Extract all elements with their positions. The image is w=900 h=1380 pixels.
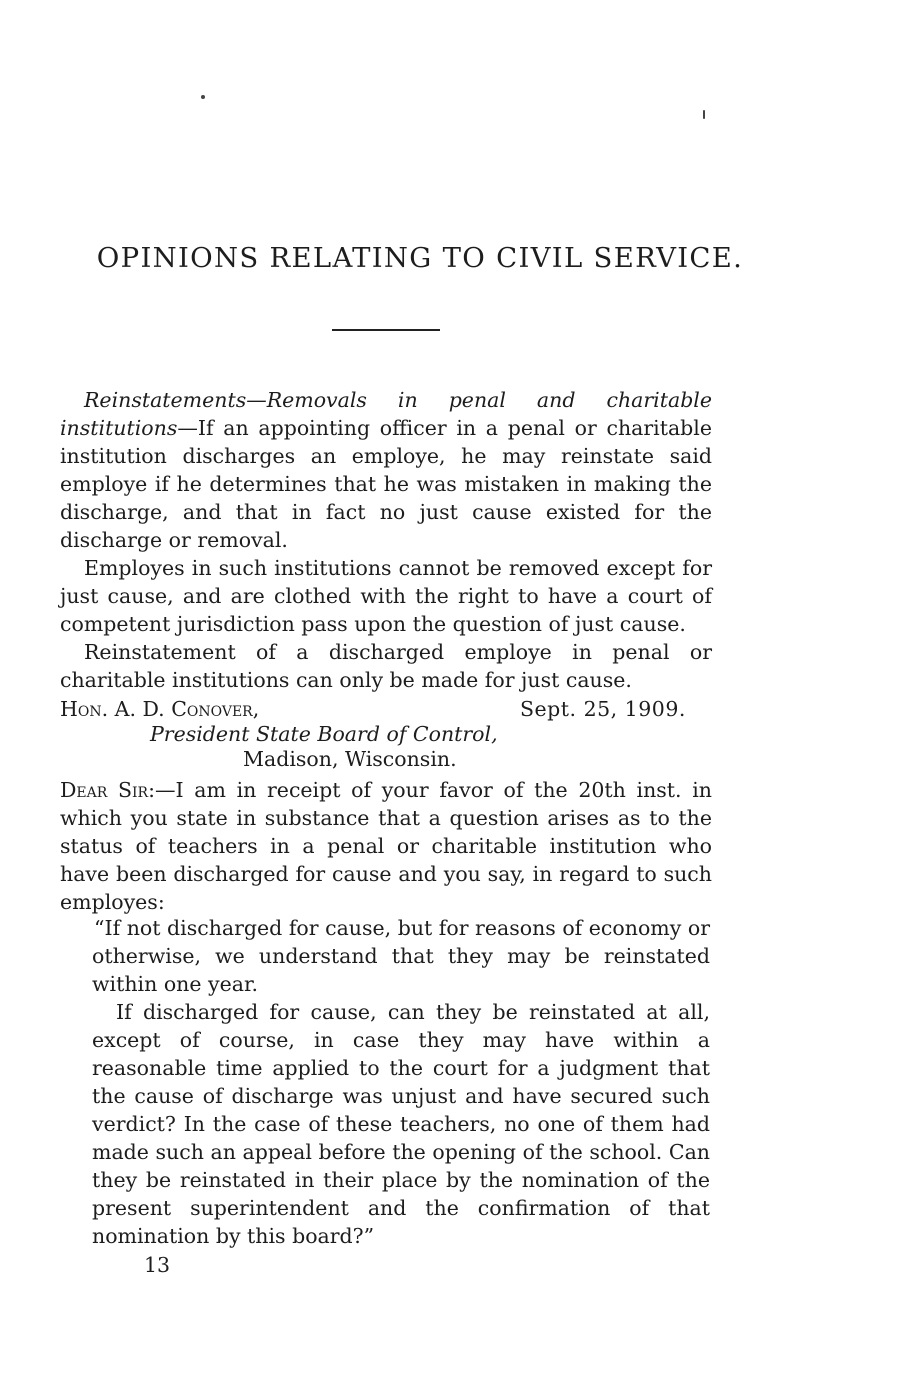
- letter-paragraph: [60, 776, 712, 916]
- quotation: [92, 914, 710, 1250]
- letter-body: [60, 776, 712, 916]
- recipient-city: Madison, Wisconsin.: [243, 747, 457, 771]
- page-title: OPINIONS RELATING TO CIVIL SERVICE.: [96, 242, 744, 274]
- letter-date: Sept. 25, 1909.: [520, 697, 686, 721]
- headnote-lead-text: —If an appointing officer in a penal or charitable institution discharges an employe, he may reinstate said employe if he determines that he was mistaken in making the discharge, and that in fact no just cause existed for the discharge or removal.: [60, 416, 712, 552]
- page-number: 13: [144, 1253, 171, 1277]
- headnote-paragraph-3: Reinstatement of a discharged employe in penal or charitable institutions can only be made for just cause.: [60, 640, 712, 692]
- recipient-name: Hon. A. D. Conover,: [60, 697, 260, 721]
- headnote: [60, 386, 712, 694]
- recipient-title: President State Board of Control,: [150, 722, 498, 746]
- salutation: Dear Sir:: [60, 778, 155, 802]
- title-divider: [332, 329, 440, 331]
- quotation-paragraph-2: If discharged for cause, can they be reinstated at all, except of course, in case they may have within a reasonable time applied to the court for a judgment that the cause of discharge was unjust and have secured such verdict? In the case of these teachers, no one of them had made such an appeal before the opening of the school. Can they be reinstated in their place by the nomination of the present superintendent and the confirmation of that nomination by this board?”: [92, 1000, 710, 1248]
- print-speck: [703, 110, 705, 119]
- quotation-paragraph-1: “If not discharged for cause, but for reasons of economy or otherwise, we understand that they may be reinstated within one year.: [92, 916, 710, 996]
- headnote-paragraph-2: Employes in such institutions cannot be removed except for just cause, and are clothed with the right to have a court of competent jurisdiction pass upon the question of just cause.: [60, 556, 712, 636]
- print-speck: [201, 95, 205, 99]
- letter-text: —I am in receipt of your favor of the 20th inst. in which you state in substance that a question arises as to the status of teachers in a penal or charitable institution who have been discharged for cause and you say, in regard to such employes:: [60, 778, 712, 914]
- headnote-lead-italic: Reinstatements—Removals in penal and charitable institutions: [60, 388, 712, 440]
- headnote-paragraph-1: [60, 386, 712, 554]
